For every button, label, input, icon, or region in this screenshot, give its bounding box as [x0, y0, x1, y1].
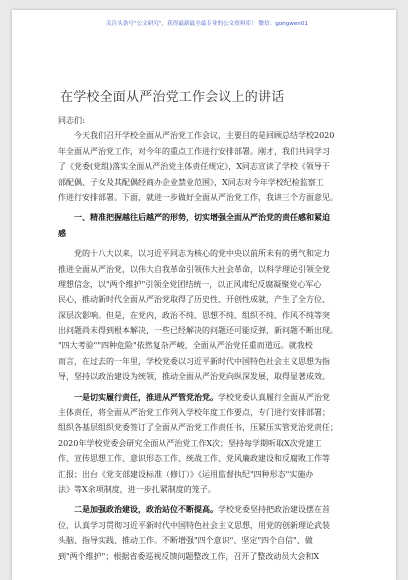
text-line: 年全面从严治党工作，对今年的重点工作进行安排部署。刚才，我们共同学习: [58, 146, 330, 156]
text-line: 部配偶、子女及其配偶经商办企业禁业范围》，X同志对今年学校纪检监察工: [58, 177, 324, 187]
text-line: 法》等X余项制度，进一步扎紧制度的笼子。: [58, 484, 216, 494]
text-line: 头脑、指导实践、推动工作。不断增强"四个意识"、坚定"四个自信"、做: [58, 536, 313, 546]
document-title: 在学校全面从严治党工作会议上的讲话: [60, 90, 285, 105]
paragraph-situation: [58, 246, 354, 385]
text-line: 主体责任，将全面从严治党工作列入学校年度工作要点，专门进行安排部署；: [58, 408, 330, 418]
paragraph-responsibility: [58, 390, 354, 498]
salutation: 同志们:: [58, 116, 85, 125]
section-heading-1: [58, 210, 354, 241]
paragraph-intro: [58, 128, 354, 205]
text-line: 出问题尚未得到根本解决，一些已经解决的问题还可能反弹，新问题不断出现。: [58, 326, 338, 336]
heading-line: 感: [58, 227, 66, 238]
text-line: 到"两个维护"；根据省委巡视反馈问题整改工作，召开了整改动员大会和X: [58, 551, 320, 561]
text-line: "四大考验""四种危险"依然复杂严峻，全面从严治党任重而道远。就我校: [58, 341, 313, 351]
text-line: 而言，在过去的一年里，学校党委以习近平新时代中国特色社会主义思想为指: [58, 356, 330, 366]
paragraph-lead: 一是切实履行责任，推进从严管党治党。: [74, 391, 218, 402]
text-run: 学校党委坚持把政治建设摆在首: [218, 505, 330, 515]
text-run: 学校党委认真履行全面从严治党: [218, 392, 330, 402]
text-line: 作进行安排部署。下面，就进一步做好全面从严治党工作，我讲三个方面意见。: [58, 192, 338, 202]
header-notice[interactable]: 关注头条号"公文研究"，获得最新最全最专业的公文资料库！ 微信：gongwen01: [106, 21, 308, 27]
text-line: 作、宣传思想工作、意识形态工作、统战工作、党风廉政建设和反腐败工作等: [58, 454, 330, 464]
heading-line: 一、精准把握越往后越严的形势，切实增强全面从严治党的责任感和紧迫: [74, 212, 330, 223]
text-line: 深层次影响。但是，在党内，政治不纯、思想不纯、组织不纯、作风不纯等突: [58, 310, 330, 320]
text-line: [58, 502, 354, 517]
text-line: 导，坚持以政治建设为统领，推动全面从严治党向纵深发展，取得显著成效。: [58, 372, 330, 382]
paragraph-lead: 二是加强政治建设，政治站位不断提高。: [74, 504, 218, 515]
text-line: 推进全面从严治党，以伟大自我革命引领伟大社会革命，以科学理论引领全党: [58, 264, 330, 274]
text-line: 汇报；出台《党支部建设标准（修订）》《运用监督执纪"四种形态"实施办: [58, 469, 314, 479]
text-line: 理想信念，以"两个维护"引领全党团结统一，以正风肃纪反腐凝聚党心军心: [58, 279, 322, 289]
text-line: 了《党委(党组)落实全面从严治党主体责任规定》，X同志宣读了学校《领导干: [58, 162, 330, 172]
paragraph-political: [58, 502, 354, 564]
text-line: 位，认真学习贯彻习近平新时代中国特色社会主义思想，用党的创新理论武装: [58, 520, 330, 530]
document-body: [58, 113, 354, 564]
document-page: [12, 10, 396, 580]
text-line: 党的十八大以来，以习近平同志为核心的党中央以前所未有的勇气和定力: [74, 249, 330, 259]
text-line: [58, 390, 354, 405]
text-line: 组织各基层组织党委签订了全面从严治党工作责任书，压紧压实管党治党责任；: [58, 423, 338, 433]
text-line: 2020年学校党委会研究全面从严治党工作X次；坚持每学期听取X次党建工: [58, 438, 322, 448]
text-line: 民心，推动新时代全面从严治党取得了历史性、开创性成就，产生了全方位、: [58, 295, 330, 305]
text-line: 今天我们召开学校全面从严治党工作会议，主要目的是回顾总结学校2020: [74, 131, 335, 141]
